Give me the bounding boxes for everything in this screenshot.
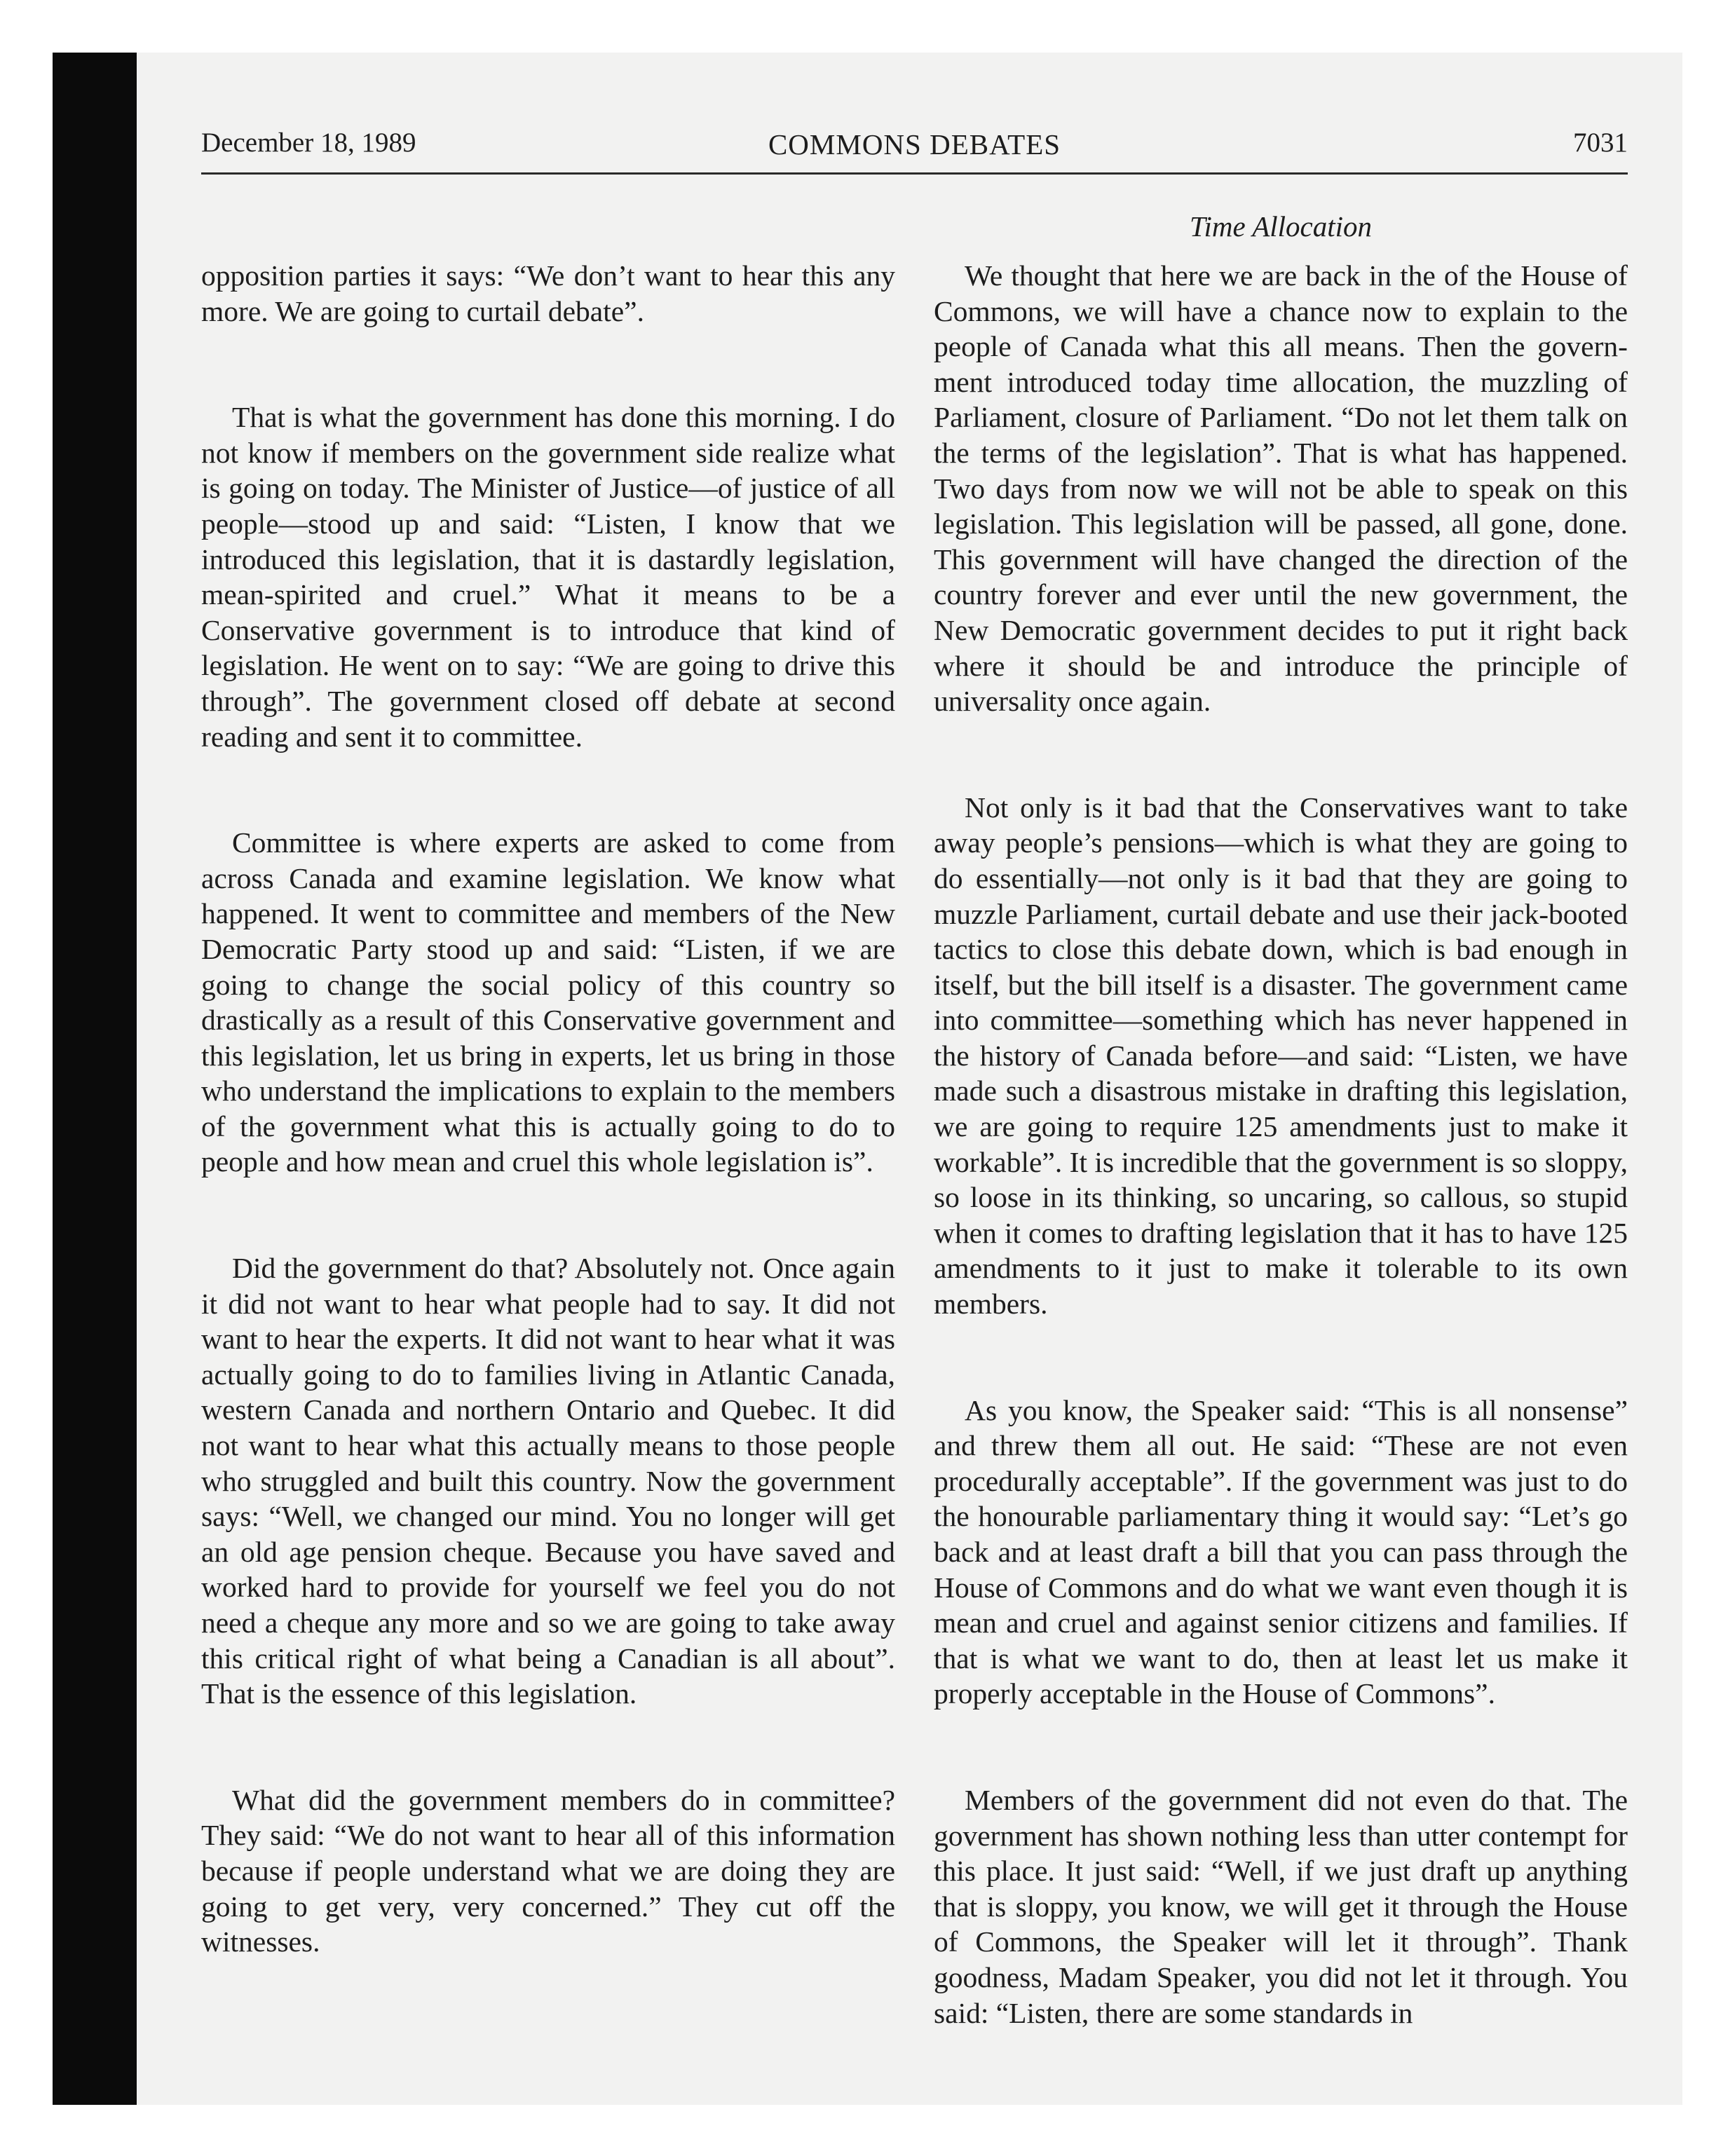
paragraph: We thought that here we are back in the of the House of Commons, we will have a chance now to explain to the people of Canada what this all means. Then the government introduced today time allocation, the muzzling of Parliament, closure of Parliament. “Do not let them talk on the terms of the legislation”. That is what has happened. Two days from now we will not be able to speak on this legislation. This legislation will be passed, all gone, done. This government will have changed the direction of the country forever and ever until the new government, the New Democratic government decides to put it right back where it should be and introduce the principle of universality once again.: [934, 259, 1628, 718]
section-title: Time Allocation: [1189, 210, 1373, 243]
header-rule: [201, 172, 1628, 175]
paragraph: Members of the government did not even do that. The government has shown nothing less than utter contempt for this place. It just said: “Well, if we just draft up anything that is sloppy, you know, we will get it through the House of Commons, the Speaker will let it through”. Thank goodness, Madam Speaker, you did not let it through. You said: “Listen, there are some standards in: [934, 1783, 1628, 2029]
paragraph: opposition parties it says: “We don’t want to hear this any more. We are going to curtail debate”.: [201, 259, 895, 327]
paragraph: Did the government do that? Absolutely not. Once again it did not want to hear what people had to say. It did not want to hear the experts. It did not want to hear what it was actually going to do to families living in Atlantic Canada, western Canada and northern Ontario and Quebec. It did not want to hear what this actually means to those people who struggled and built this country. Now the government says: “Well, we changed our mind. You no longer will get an old age pension cheque. Because you have saved and worked hard to provide for yourself we feel you do not need a cheque any more and so we are going to take away this critical right of what being a Canadian is all about”. That is the essence of this legislation.: [201, 1252, 895, 1710]
page-header: [201, 126, 1628, 171]
paragraph: What did the government members do in committee? They said: “We do not want to hear all of this information because if people understand what we are doing they are going to get very, very concerned.” They cut off the witnesses.: [201, 1783, 895, 1958]
paragraph: That is what the government has done this morning. I do not know if members on the government side realize what is going on today. The Minister of Justice—of justice of all people—stood up and said: “Listen, I know that we introduced this legislation, that it is dastardly legislation, mean-spirited and cruel.” What it means to be a Conservative government is to introduce that kind of legislation. He went on to say: “We are going to drive this through”. The government closed off debate at second reading and sent it to committee.: [201, 401, 895, 753]
binding-edge-shadow: [53, 53, 137, 2105]
paragraph: As you know, the Speaker said: “This is all nonsense” and threw them all out. He said: “These are not even procedurally acceptable”. If the government was just to do the honourable parliamentary thing it would say: “Let’s go back and at least draft a bill that you can pass through the House of Commons and do what we want even though it is mean and cruel and against senior citizens and families. If that is what we want to do, then at least let us make it properly acceptable in the House of Commons”.: [934, 1393, 1628, 1710]
right-column: [934, 258, 1628, 2031]
paragraph: Not only is it bad that the Conservatives want to take away people’s pensions—which is what they are going to do essentially—not only is it bad that they are going to muzzle Parliament, curtail debate and use their jack-booted tactics to close this debate down, which is bad enough in itself, but the bill itself is a disaster. The government came into committee—something which has never happened in the history of Canada before—and said: “Listen, we have made such a disastrous mistake in drafting this legislation, we are going to require 125 amendments just to make it workable”. It is incredible that the government is so sloppy, so loose in its thinking, so uncaring, so callous, so stupid when it comes to drafting legislation that it has to have 125 amendments to it just to make it tolerable to its own members.: [934, 791, 1628, 1321]
paragraph: Committee is where experts are asked to come from across Canada and examine legislation. We know what happened. It went to committee and members of the New Democratic Party stood up and said: “Listen, if we are going to change the social policy of this country so drastically as a result of this Conservative government and this legislation, let us bring in experts, let us bring in those who understand the implications to explain to the members of the government what this is actually going to do to people and how mean and cruel this whole legislation is”.: [201, 826, 895, 1178]
left-column: [201, 258, 895, 1960]
header-page-number: 7031: [1573, 128, 1628, 158]
header-date: December 18, 1989: [201, 128, 416, 158]
header-publication-title: COMMONS DEBATES: [768, 128, 1061, 161]
